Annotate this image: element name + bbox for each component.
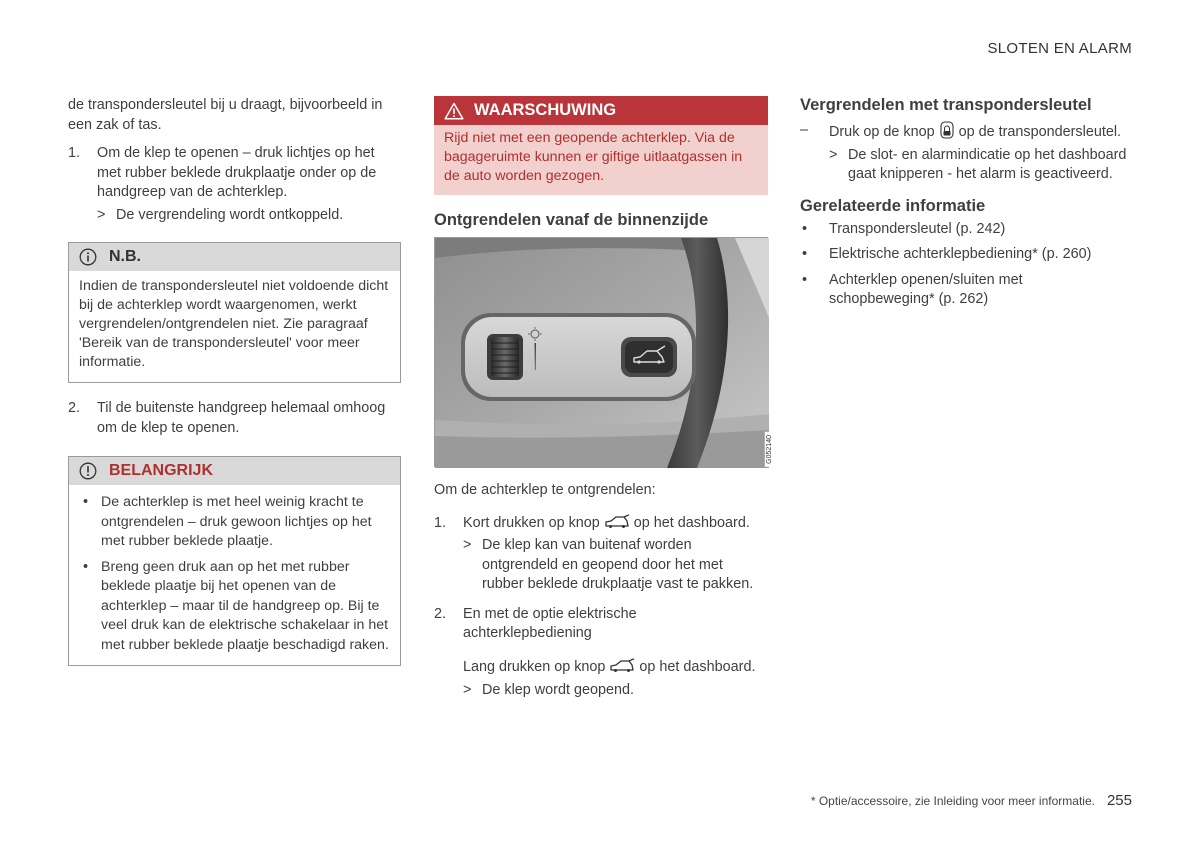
lock-key-icon <box>939 121 955 139</box>
instruction-item <box>800 121 1132 143</box>
tailgate-icon <box>604 514 630 530</box>
list-item <box>79 558 390 656</box>
column-right <box>800 96 1132 316</box>
step-1-result <box>434 536 768 595</box>
step-text: Om de klep te openen – druk lichtjes op het met rubber beklede drukplaatje onder op de handgreep van de achterklep. <box>97 145 377 200</box>
result-text: De klep kan van buitenaf worden ontgrendeld en geopend door het met rubber beklede drukplaatje vast te pakken. <box>482 537 754 592</box>
page-footer <box>811 792 1132 809</box>
warning-triangle-icon <box>444 102 464 120</box>
step-2-result <box>434 681 768 701</box>
warning-box <box>434 96 768 195</box>
column-middle <box>434 96 773 707</box>
section-title: SLOTEN EN ALARM <box>987 40 1132 57</box>
bullet: • <box>802 271 808 288</box>
step-2 <box>68 399 401 438</box>
tailgate-icon <box>609 658 635 674</box>
step-2-sub <box>434 658 768 678</box>
step-sub-b: op het dashboard. <box>639 658 756 675</box>
related-link[interactable]: Transpondersleutel (p. 242) <box>829 220 1006 237</box>
section-heading: Ontgrendelen vanaf de binnenzijde <box>434 211 709 229</box>
result-marker: > <box>829 146 838 163</box>
result-marker: > <box>97 206 106 223</box>
step-text <box>463 514 768 534</box>
warning-text: Rijd niet met een geopende achterklep. Via de bagageruimte kunnen er giftige uitlaatgassen in de auto worden gezogen. <box>444 130 743 184</box>
info-icon <box>79 248 97 266</box>
footnote: * Optie/accessoire, zie Inleiding voor meer informatie. <box>810 794 1095 808</box>
list-item-text: De achterklep is met heel weinig kracht te ontgrendelen – druk gewoon lichtjes op het met rubber beklede plaatje. <box>101 494 372 549</box>
warning-title: WAARSCHUWING <box>474 101 617 119</box>
step-sub-a: Lang drukken op knop <box>463 658 606 675</box>
dashboard-illustration <box>435 238 769 468</box>
note-header <box>69 243 400 271</box>
instruction-text-a: Druk op de knop <box>829 124 935 140</box>
important-body <box>69 485 400 665</box>
result-text: De vergrendeling wordt ontkoppeld. <box>116 206 344 223</box>
step-text: En met de optie elektrische achterklepbediening <box>463 605 637 641</box>
note-box <box>68 242 401 383</box>
section-heading: Vergrendelen met transpondersleutel <box>800 96 1092 114</box>
bullet: • <box>802 246 808 262</box>
warning-header <box>434 96 768 125</box>
step-1-result <box>68 206 401 226</box>
bullet: • <box>83 558 89 575</box>
instruction-result <box>800 146 1132 185</box>
intro-text: Om de achterklep te ontgrendelen: <box>434 482 656 498</box>
note-text: Indien de transpondersleutel niet voldoende dicht bij de achterklep wordt waargenomen, werkt vergrendelen/ontgrendelen niet. Zie paragraaf 'Bereik van de transpondersleutel' voor meer informatie. <box>79 278 389 370</box>
related-item[interactable] <box>800 220 1132 240</box>
note-body <box>69 271 400 382</box>
step-text-b: op het dashboard. <box>633 514 750 531</box>
important-header <box>69 457 400 485</box>
list-item <box>79 493 390 552</box>
important-box <box>68 456 401 666</box>
step-number: 2. <box>434 605 447 622</box>
step-text: Til de buitenste handgreep helemaal omhoog om de klep te openen. <box>97 400 386 436</box>
result-text: De slot- en alarmindicatie op het dashboard gaat knipperen - het alarm is geactiveerd. <box>848 146 1127 182</box>
result-marker: > <box>463 682 472 698</box>
instruction-text-b: op de transpondersleutel. <box>958 124 1122 140</box>
step-number: 2. <box>68 400 81 416</box>
related-item[interactable] <box>800 271 1132 310</box>
step-2 <box>434 605 768 644</box>
dashboard-button-photo <box>434 237 773 467</box>
step-text-a: Kort drukken op knop <box>463 514 600 531</box>
column-left <box>68 96 401 666</box>
page-number: 255 <box>1106 792 1132 809</box>
related-heading: Gerelateerde informatie <box>800 196 986 215</box>
list-item-text: Breng geen druk aan op het met rubber beklede plaatje bij het openen van de achterklep – maar til de handgreep op. Bij te veel druk kan de elektrische schakelaar in het met rubber beklede plaatje beschadigd raken. <box>101 558 389 653</box>
note-title: N.B. <box>109 248 141 265</box>
related-link[interactable]: Elektrische achterklepbediening* (p. 260) <box>829 246 1092 262</box>
intro-text: de transpondersleutel bij u draagt, bijvoorbeeld in een zak of tas. <box>68 97 383 133</box>
important-title: BELANGRIJK <box>109 462 214 479</box>
related-item[interactable] <box>800 245 1132 265</box>
related-link[interactable]: Achterklep openen/sluiten met schopbeweging* (p. 262) <box>829 271 1023 307</box>
step-1 <box>68 144 401 203</box>
bullet: • <box>802 220 808 237</box>
result-marker: > <box>463 537 472 553</box>
dash-marker: – <box>800 122 809 138</box>
step-number: 1. <box>434 514 447 531</box>
step-1 <box>434 514 768 534</box>
exclamation-icon <box>79 462 97 480</box>
result-text: De klep wordt geopend. <box>482 682 635 698</box>
image-code: G052140 <box>765 432 774 467</box>
step-number: 1. <box>68 145 81 161</box>
bullet: • <box>83 494 89 510</box>
instruction-text <box>829 121 1132 143</box>
